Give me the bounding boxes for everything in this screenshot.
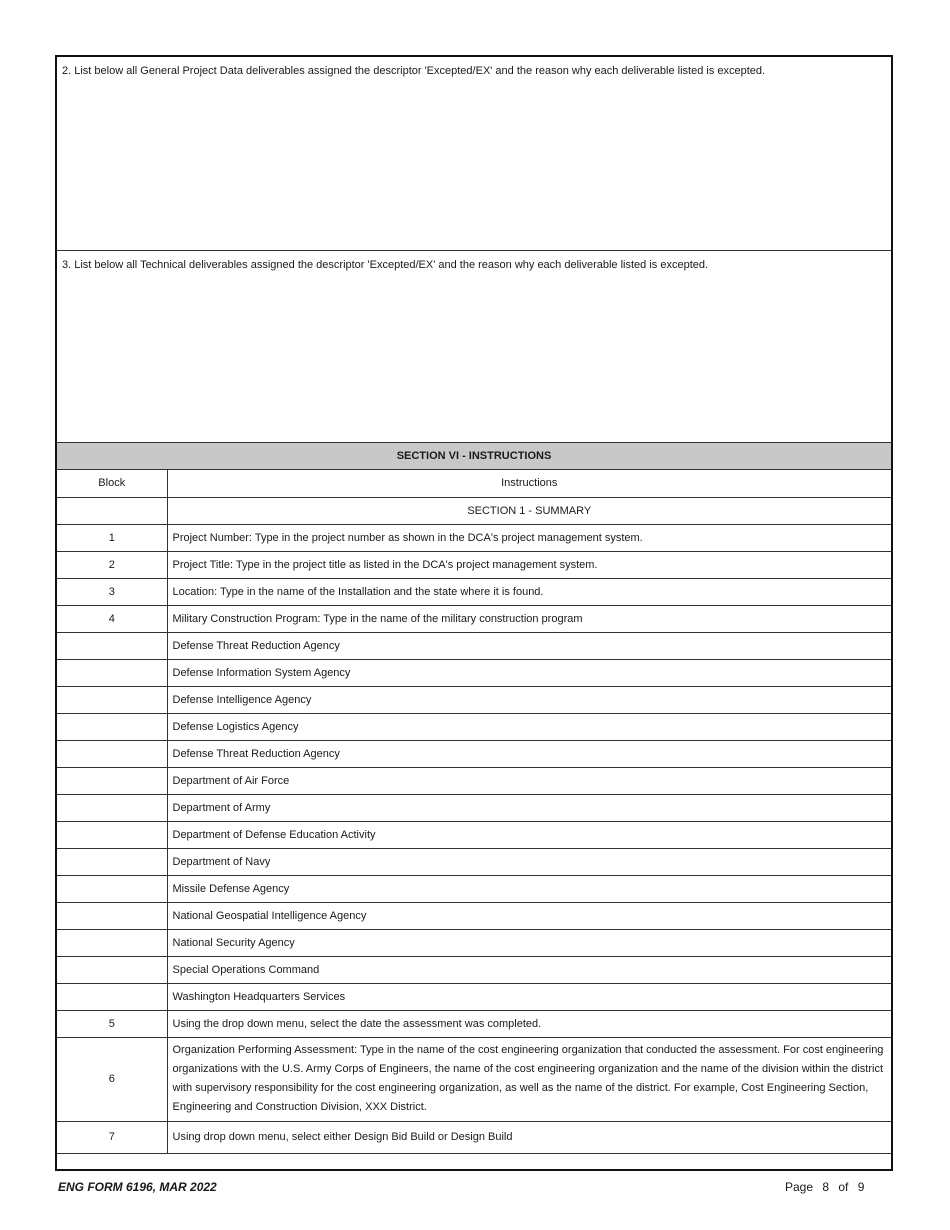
table-row xyxy=(57,848,891,875)
block-number-cell xyxy=(57,875,167,902)
item-3-label: 3. List below all Technical deliverables assigned the descriptor 'Excepted/EX' and the reason why each deliverable listed is excepted. xyxy=(62,259,709,271)
table-row xyxy=(57,902,891,929)
block-number-cell xyxy=(57,821,167,848)
table-row xyxy=(57,1010,891,1037)
instruction-cell: Project Title: Type in the project title as listed in the DCA's project management system. xyxy=(167,551,891,578)
instruction-cell: National Security Agency xyxy=(167,929,891,956)
col-header-block: Block xyxy=(57,470,167,497)
instruction-cell: Defense Threat Reduction Agency xyxy=(167,632,891,659)
section-1-summary-label: SECTION 1 - SUMMARY xyxy=(167,497,891,524)
instruction-cell: Military Construction Program: Type in the name of the military construction program xyxy=(167,605,891,632)
table-row xyxy=(57,794,891,821)
excepted-general-data-box[interactable] xyxy=(57,57,891,251)
instruction-cell: National Geospatial Intelligence Agency xyxy=(167,902,891,929)
block-number-cell xyxy=(57,929,167,956)
table-row xyxy=(57,578,891,605)
subheader-blank-cell xyxy=(57,497,167,524)
instruction-cell: Defense Logistics Agency xyxy=(167,713,891,740)
table-row xyxy=(57,821,891,848)
block-number-cell xyxy=(57,740,167,767)
form-frame xyxy=(55,55,893,1171)
block-number-cell: 2 xyxy=(57,551,167,578)
instruction-cell: Department of Army xyxy=(167,794,891,821)
section-vi-header: SECTION VI - INSTRUCTIONS xyxy=(57,443,891,470)
table-row xyxy=(57,875,891,902)
table-row xyxy=(57,767,891,794)
table-row xyxy=(57,1037,891,1121)
table-row xyxy=(57,713,891,740)
instruction-cell: Special Operations Command xyxy=(167,956,891,983)
instruction-cell: Using the drop down menu, select the date the assessment was completed. xyxy=(167,1010,891,1037)
table-row xyxy=(57,686,891,713)
block-number-cell xyxy=(57,659,167,686)
instruction-cell: Department of Defense Education Activity xyxy=(167,821,891,848)
form-identifier: ENG FORM 6196, MAR 2022 xyxy=(58,1180,217,1194)
instruction-cell: Missile Defense Agency xyxy=(167,875,891,902)
table-row xyxy=(57,956,891,983)
block-number-cell xyxy=(57,767,167,794)
page-number: Page 8 of 9 xyxy=(785,1180,865,1194)
table-row xyxy=(57,983,891,1010)
table-row xyxy=(57,740,891,767)
table-row xyxy=(57,659,891,686)
instruction-cell: Project Number: Type in the project number as shown in the DCA's project management system. xyxy=(167,524,891,551)
instruction-cell: Defense Threat Reduction Agency xyxy=(167,740,891,767)
block-number-cell xyxy=(57,794,167,821)
instruction-cell: Defense Intelligence Agency xyxy=(167,686,891,713)
instructions-table xyxy=(57,470,891,1154)
instruction-cell: Organization Performing Assessment: Type in the name of the cost engineering organization that conducted the assessment. For cost engineering organizations with the U.S. Army Corps of Engineers, the name of the cost engineering organization and the name of the division within the district with supervisory responsibility for the cost engineering organization, as well as the name of the district. For example, Cost Engineering Section, Engineering and Construction Division, XXX District. xyxy=(167,1037,891,1121)
instruction-cell: Department of Air Force xyxy=(167,767,891,794)
excepted-technical-box[interactable] xyxy=(57,251,891,443)
block-number-cell xyxy=(57,713,167,740)
table-subheader-row xyxy=(57,497,891,524)
block-number-cell xyxy=(57,983,167,1010)
block-number-cell: 5 xyxy=(57,1010,167,1037)
block-number-cell xyxy=(57,902,167,929)
block-number-cell: 3 xyxy=(57,578,167,605)
table-row xyxy=(57,524,891,551)
instruction-cell: Department of Navy xyxy=(167,848,891,875)
instruction-cell: Location: Type in the name of the Installation and the state where it is found. xyxy=(167,578,891,605)
instruction-cell: Washington Headquarters Services xyxy=(167,983,891,1010)
table-row xyxy=(57,551,891,578)
col-header-instructions: Instructions xyxy=(167,470,891,497)
block-number-cell: 1 xyxy=(57,524,167,551)
table-row xyxy=(57,605,891,632)
block-number-cell xyxy=(57,848,167,875)
block-number-cell xyxy=(57,956,167,983)
block-number-cell: 4 xyxy=(57,605,167,632)
block-number-cell xyxy=(57,632,167,659)
instruction-cell: Defense Information System Agency xyxy=(167,659,891,686)
block-number-cell: 7 xyxy=(57,1121,167,1153)
table-header-row xyxy=(57,470,891,497)
item-2-label: 2. List below all General Project Data deliverables assigned the descriptor 'Excepted/EX' and the reason why each deliverable listed is excepted. xyxy=(62,65,766,77)
table-row xyxy=(57,929,891,956)
table-row xyxy=(57,632,891,659)
table-row xyxy=(57,1121,891,1153)
instruction-cell: Using drop down menu, select either Design Bid Build or Design Build xyxy=(167,1121,891,1153)
block-number-cell xyxy=(57,686,167,713)
block-number-cell: 6 xyxy=(57,1037,167,1121)
